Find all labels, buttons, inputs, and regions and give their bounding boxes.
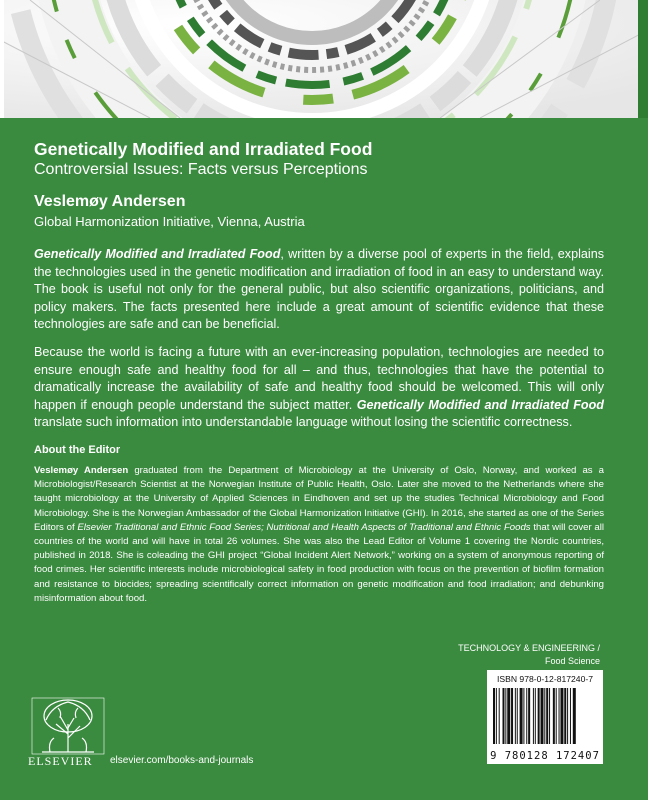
- barcode-digits: 9 780128 172407: [490, 750, 600, 762]
- barcode-bar: [556, 688, 557, 744]
- barcode-bar: [538, 688, 540, 744]
- category-line-1: TECHNOLOGY & ENGINEERING /: [458, 643, 600, 653]
- publisher-url[interactable]: elsevier.com/books-and-journals: [110, 755, 254, 766]
- author-name: Veslemøy Andersen: [34, 193, 186, 210]
- series-title: Elsevier Traditional and Ethnic Food Series; Nutritional and Health Aspects of Traditional and Ethnic Foods: [77, 521, 531, 533]
- isbn-label: ISBN 978-0-12-817240-7: [496, 674, 594, 684]
- concentric-rings-graphic: [0, 0, 648, 118]
- back-cover-text: [34, 138, 604, 606]
- barcode-bars: [493, 688, 597, 744]
- cover-graphic: [0, 0, 648, 118]
- about-text-part: graduated from the Department of Microbiology at the University of Oslo, Norway, and worked as a Microbiologist/Research Scientist at the Norwegian Institute of Public Health, Oslo. Later she moved to the Netherlands where she taught microbiology at the University of Applied Sciences in Eindhoven and set up the studies Technical Microbiology and Food Microbiology. She is the Norwegian Ambassador of the Global Harmonization Initiative (GHI). In 2016, she started as one of the Series Editors of: [34, 464, 605, 533]
- author-affiliation: Global Harmonization Initiative, Vienna, Austria: [34, 214, 305, 229]
- blurb-paragraph-1: [34, 246, 604, 334]
- blurb-text: translate such information into understandable language without losing the scientific correctness.: [34, 415, 573, 430]
- category-line-2: Food Science: [544, 656, 600, 666]
- about-editor-text: [34, 464, 604, 606]
- barcode-bar: [515, 688, 516, 744]
- barcode-bar: [507, 688, 510, 744]
- book-title: Genetically Modified and Irradiated Food: [34, 139, 373, 159]
- barcode-bar: [511, 688, 513, 744]
- barcode-bar: [560, 688, 563, 744]
- editor-name: Veslemøy Andersen: [34, 464, 129, 476]
- barcode-bar: [553, 688, 555, 744]
- about-text-part: that will cover all countries of the world and will have in total 26 volumes. She was also the Lead Editor of Volume 1 covering the Nordic countries, published in 2018. She is coleading the GHI project “Global Incident Alert Network,” working on a system of anonymous reporting of food crimes. Her scientific interests include microbiological safety in food production with focus on the prevention of biofilm formation and resistance to biocides; spreading scientifically correct information on genetic modification and food irradiation; and debunking misinformation about food.: [34, 521, 604, 604]
- subject-category: [458, 642, 600, 668]
- publisher-logo-word: ELSEVIER: [28, 754, 93, 768]
- barcode-bar: [541, 688, 544, 744]
- about-editor-heading: About the Editor: [34, 443, 121, 456]
- blurb-title-ref: Genetically Modified and Irradiated Food: [34, 247, 281, 261]
- barcode-bar: [549, 688, 550, 744]
- barcode-bar: [526, 688, 527, 744]
- barcode-bar: [499, 688, 500, 744]
- barcode-bar: [493, 688, 495, 744]
- barcode-bar: [496, 688, 497, 744]
- barcode-bar: [533, 688, 534, 744]
- barcode-bar: [573, 688, 576, 744]
- barcode-bar: [559, 688, 560, 744]
- barcode-bar: [523, 688, 524, 744]
- barcode-bar: [535, 688, 536, 744]
- barcode-bar: [520, 688, 523, 744]
- barcode-bar: [503, 688, 505, 744]
- barcode-bar: [505, 688, 506, 744]
- barcode-bar: [567, 688, 568, 744]
- isbn-barcode: [487, 670, 603, 764]
- barcode-bar: [570, 688, 571, 744]
- blurb-paragraph-2: [34, 344, 604, 432]
- barcode-bar: [544, 688, 545, 744]
- barcode-bar: [564, 688, 566, 744]
- blurb-text: , written by a diverse pool of experts in the field, explains the technologies used in the genetic modification and irradiation of food in an easy to understand way. The book is useful not only for the general public, but also scientific organizations, politicians, and policy makers. The facts presented here include a great amount of scientific evidence that these technologies are safe and can be beneficial.: [34, 247, 604, 332]
- barcode-bar: [528, 688, 530, 744]
- blurb-text: Because the world is facing a future with an ever-increasing population, technologies are needed to ensure enough safe and healthy food for all – and thus, technologies that have the potential to dramatically increase the availability of safe and healthy food should be welcomed. This will only happen if enough people understand the subject matter.: [34, 344, 604, 412]
- barcode-bar: [546, 688, 548, 744]
- book-subtitle: Controversial Issues: Facts versus Perceptions: [34, 161, 368, 178]
- barcode-bar: [517, 688, 518, 744]
- blurb-title-ref: Genetically Modified and Irradiated Food: [356, 397, 605, 412]
